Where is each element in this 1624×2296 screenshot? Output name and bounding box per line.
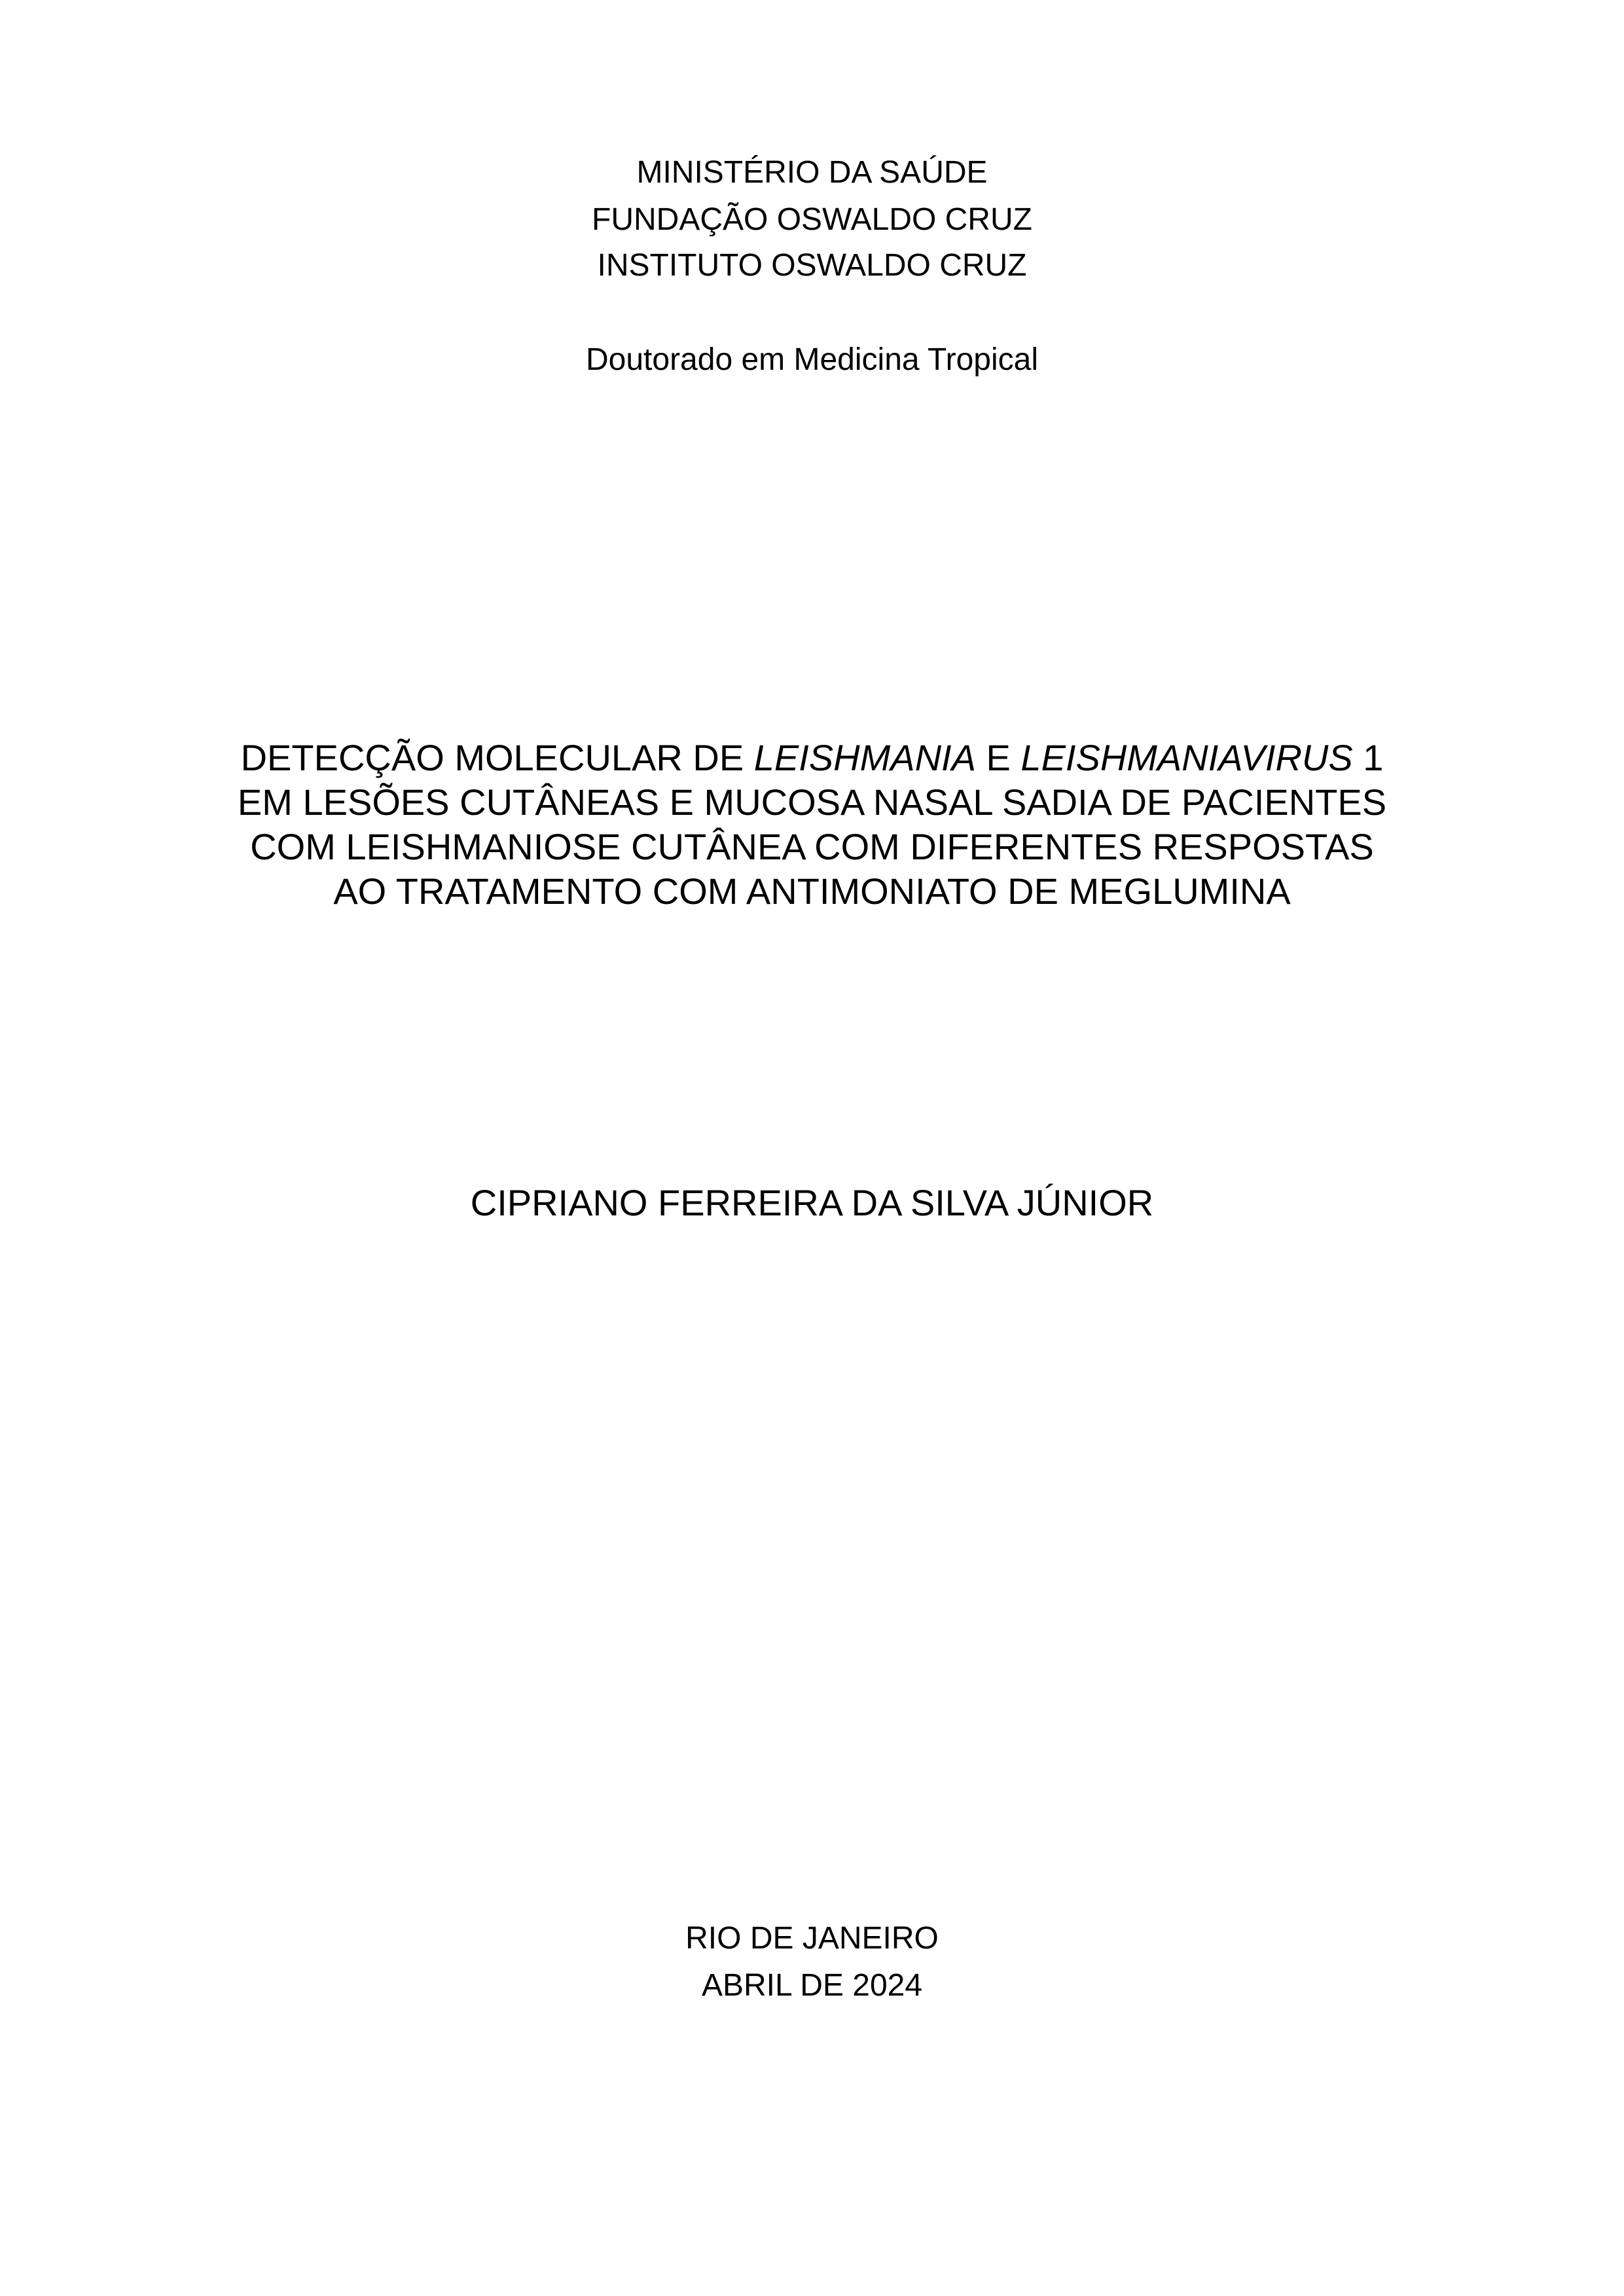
author-name: CIPRIANO FERREIRA DA SILVA JÚNIOR [470,1182,1154,1223]
title-line-1 [0,735,1624,781]
institute-name: INSTITUTO OSWALDO CRUZ [597,248,1027,283]
title-text: 1 [1352,737,1384,778]
program-name: Doutorado em Medicina Tropical [585,342,1038,377]
date: ABRIL DE 2024 [701,1968,923,2003]
title-text: DETECÇÃO MOLECULAR DE [240,737,754,778]
title-italic-virus: LEISHMANIAVIRUS [1020,737,1353,778]
title-line-4: AO TRATAMENTO COM ANTIMONIATO DE MEGLUMINA [333,870,1291,912]
title-line-3: COM LEISHMANIOSE CUTÂNEA COM DIFERENTES RESPOSTAS [250,826,1374,867]
foundation-name: FUNDAÇÃO OSWALDO CRUZ [592,202,1032,237]
title-text: E [975,737,1021,778]
ministry-name: MINISTÉRIO DA SAÚDE [636,155,988,190]
title-italic-genus: LEISHMANIA [753,737,976,778]
title-line-2: EM LESÕES CUTÂNEAS E MUCOSA NASAL SADIA DE PACIENTES [237,781,1387,823]
city: RIO DE JANEIRO [685,1921,939,1956]
